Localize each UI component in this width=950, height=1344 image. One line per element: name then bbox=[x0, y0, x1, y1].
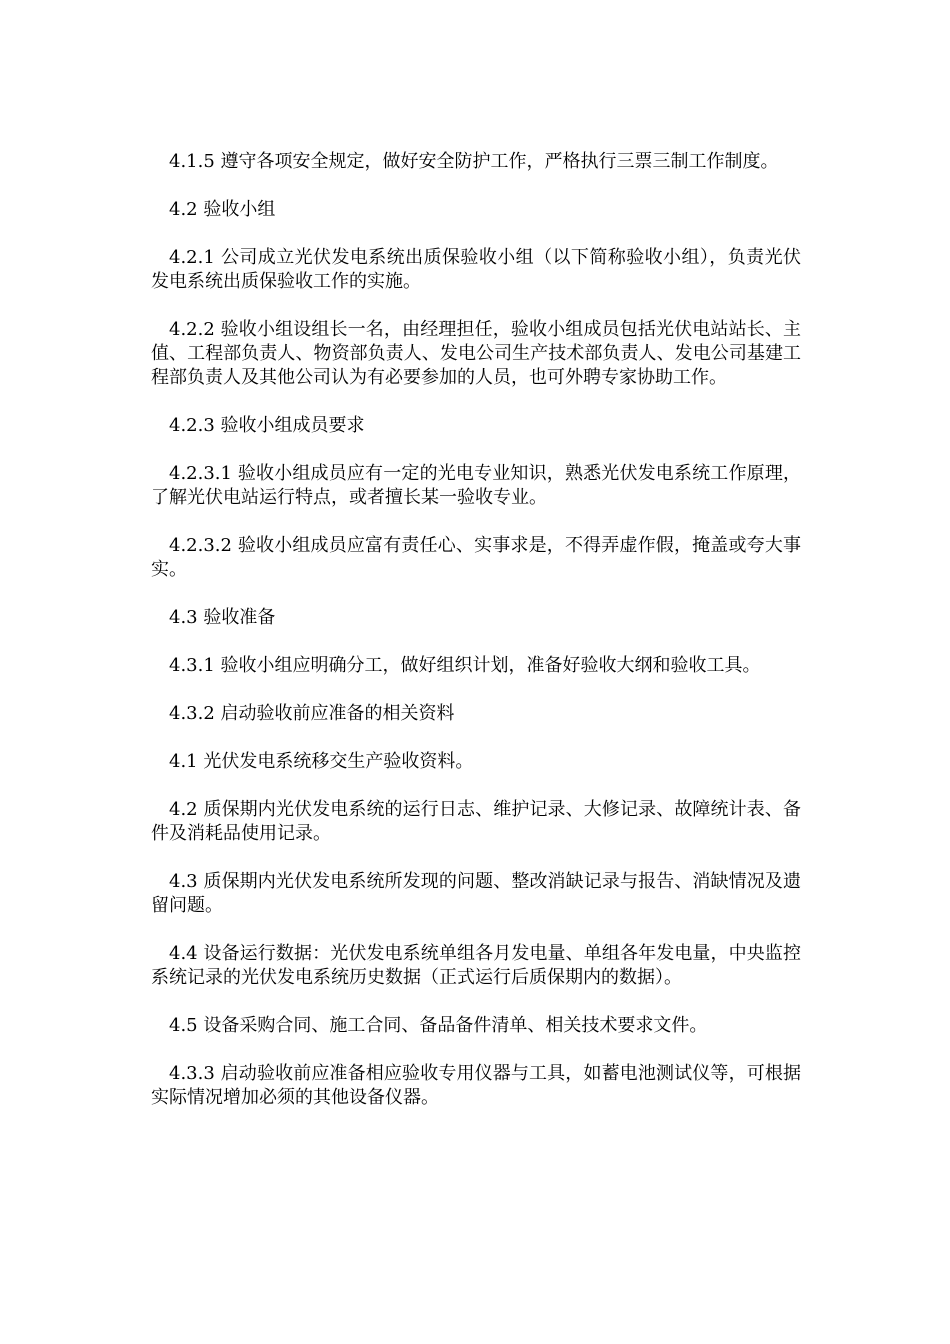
document-body bbox=[151, 150, 801, 1110]
list-item-4-3: 4.3 质保期内光伏发电系统所发现的问题、整改消缺记录与报告、消缺情况及遗留问题。 bbox=[151, 871, 801, 916]
paragraph-4-2-2: 4.2.2 验收小组设组长一名，由经理担任，验收小组成员包括光伏电站站长、主值、工程部负责人、物资部负责人、发电公司生产技术部负责人、发电公司基建工程部负责人及其他公司认为有必要参加的人员，也可外聘专家协助工作。 bbox=[151, 319, 801, 388]
heading-4-2-3: 4.2.3 验收小组成员要求 bbox=[169, 415, 365, 436]
paragraph-4-1-5: 4.1.5 遵守各项安全规定，做好安全防护工作，严格执行三票三制工作制度。 bbox=[169, 151, 779, 172]
paragraph-4-2-1: 4.2.1 公司成立光伏发电系统出质保验收小组（以下简称验收小组），负责光伏发电系统出质保验收工作的实施。 bbox=[151, 247, 801, 292]
heading-4-2: 4.2 验收小组 bbox=[169, 199, 276, 220]
heading-4-3: 4.3 验收准备 bbox=[169, 607, 276, 628]
heading-4-3-2: 4.3.2 启动验收前应准备的相关资料 bbox=[169, 703, 455, 724]
paragraph-4-2-3-1: 4.2.3.1 验收小组成员应有一定的光电专业知识，熟悉光伏发电系统工作原理，了解光伏电站运行特点，或者擅长某一验收专业。 bbox=[151, 463, 801, 508]
list-item-4-5: 4.5 设备采购合同、施工合同、备品备件清单、相关技术要求文件。 bbox=[169, 1015, 708, 1036]
paragraph-4-2-3-2: 4.2.3.2 验收小组成员应富有责任心、实事求是，不得弄虚作假，掩盖或夸大事实。 bbox=[151, 535, 801, 580]
paragraph-4-3-3: 4.3.3 启动验收前应准备相应验收专用仪器与工具，如蓄电池测试仪等，可根据实际情况增加必须的其他设备仪器。 bbox=[151, 1063, 801, 1108]
list-item-4-2: 4.2 质保期内光伏发电系统的运行日志、维护记录、大修记录、故障统计表、备件及消耗品使用记录。 bbox=[151, 799, 801, 844]
list-item-4-1: 4.1 光伏发电系统移交生产验收资料。 bbox=[169, 751, 474, 772]
paragraph-4-3-1: 4.3.1 验收小组应明确分工，做好组织计划，准备好验收大纲和验收工具。 bbox=[169, 655, 761, 676]
list-item-4-4: 4.4 设备运行数据：光伏发电系统单组各月发电量、单组各年发电量，中央监控系统记录的光伏发电系统历史数据（正式运行后质保期内的数据）。 bbox=[151, 943, 801, 988]
